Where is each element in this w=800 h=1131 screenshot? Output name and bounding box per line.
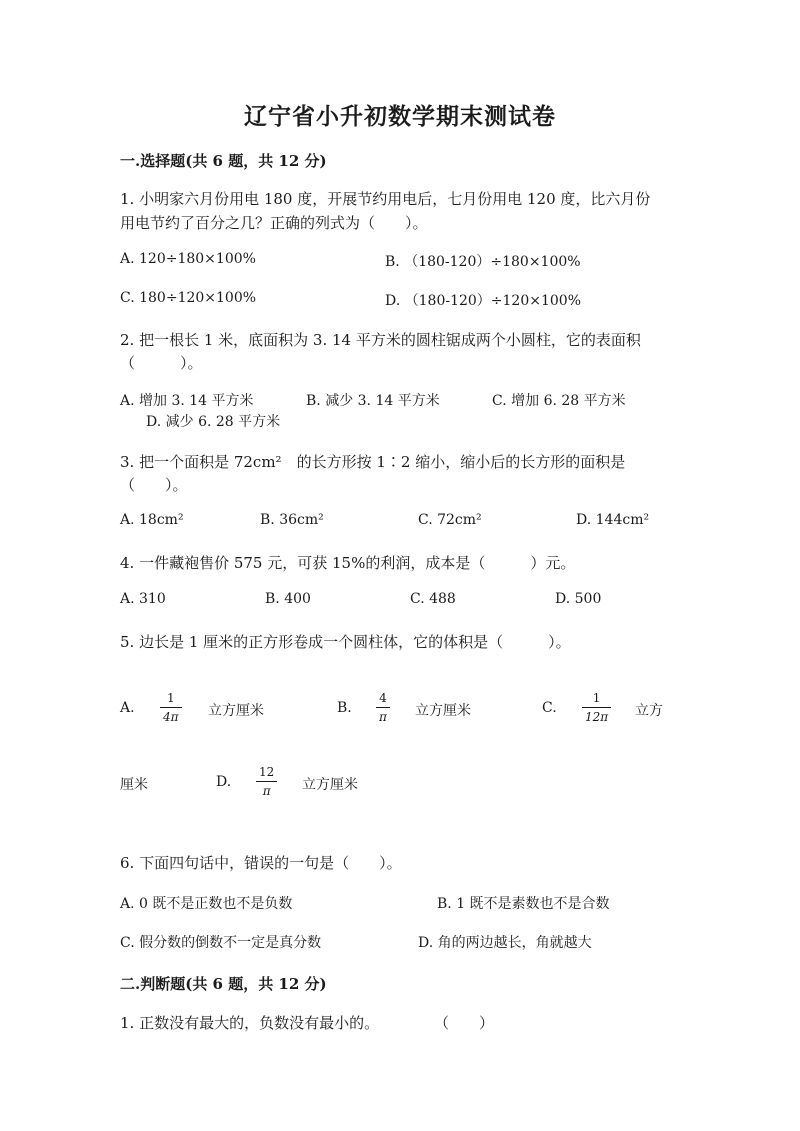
question-4-option-a: A. 310 <box>120 591 166 607</box>
question-5-line-1: 5. 边长是 1 厘米的正方形卷成一个圆柱体，它的体积是（ ）。 <box>120 633 571 651</box>
question-5-option-c-fraction <box>582 692 611 723</box>
fraction-denominator: 12π <box>585 710 609 724</box>
fraction-denominator: π <box>379 710 387 724</box>
question-5-option-b-unit: 立方厘米 <box>415 703 471 719</box>
question-3-option-b: B. 36cm² <box>260 512 324 528</box>
page-title: 辽宁省小升初数学期末测试卷 <box>244 103 556 130</box>
fraction-numerator: 1 <box>592 691 601 705</box>
question-4-option-c: C. 488 <box>410 591 456 607</box>
question-5-option-c-unit-continued: 厘米 <box>120 777 148 793</box>
question-3-line-2: （ ）。 <box>120 476 188 494</box>
question-5-option-c-label: C. <box>542 700 557 716</box>
section-1-heading: 一.选择题(共 6 题，共 12 分) <box>120 152 327 170</box>
question-3-option-c: C. 72cm² <box>418 512 482 528</box>
question-2-option-b: B. 减少 3. 14 平方米 <box>306 393 440 409</box>
question-5-option-b-fraction <box>376 692 390 723</box>
judgement-1-text: 1. 正数没有最大的，负数没有最小的。 <box>120 1014 380 1032</box>
question-6-option-b: B. 1 既不是素数也不是合数 <box>437 896 610 912</box>
question-6-line-1: 6. 下面四句话中，错误的一句是（ ）。 <box>120 854 402 872</box>
question-2-option-a: A. 增加 3. 14 平方米 <box>120 393 254 409</box>
question-1-option-d: D. （180-120）÷120×100% <box>385 293 582 309</box>
question-4-option-d: D. 500 <box>555 591 602 607</box>
question-6-option-c: C. 假分数的倒数不一定是真分数 <box>120 935 322 951</box>
question-6-option-d: D. 角的两边越长，角就越大 <box>418 935 592 951</box>
section-2-heading: 二.判断题(共 6 题，共 12 分) <box>120 975 327 993</box>
question-1-option-b: B. （180-120）÷180×100% <box>385 254 581 270</box>
fraction-denominator: 4π <box>163 710 179 724</box>
question-3-line-1: 3. 把一个面积是 72cm² 的长方形按 1∶2 缩小，缩小后的长方形的面积是 <box>120 453 626 471</box>
question-1-line-2: 用电节约了百分之几？正确的列式为（ ）。 <box>120 214 428 232</box>
question-1-option-c: C. 180÷120×100% <box>120 290 257 306</box>
question-5-option-a-label: A. <box>120 700 135 716</box>
fraction-numerator: 4 <box>379 691 387 705</box>
question-5-option-d-unit: 立方厘米 <box>302 777 358 793</box>
question-4-line-1: 4. 一件藏袍售价 575 元，可获 15%的利润，成本是（ ）元。 <box>120 554 576 572</box>
question-2-option-d: D. 减少 6. 28 平方米 <box>146 414 281 430</box>
question-1-line-1: 1. 小明家六月份用电 180 度，开展节约用电后，七月份用电 120 度，比六月份 <box>120 190 651 208</box>
fraction-numerator: 12 <box>259 765 275 779</box>
question-5-option-a-unit: 立方厘米 <box>208 703 264 719</box>
question-3-option-d: D. 144cm² <box>576 512 650 528</box>
fraction-numerator: 1 <box>166 691 175 705</box>
question-5-option-b-label: B. <box>337 700 352 716</box>
judgement-1-answer-blank[interactable]: （ ） <box>434 1014 495 1032</box>
fraction-denominator: π <box>262 784 271 798</box>
question-5-option-d-label: D. <box>216 774 232 790</box>
question-6-option-a: A. 0 既不是正数也不是负数 <box>120 896 293 912</box>
question-5-option-d-fraction <box>256 766 277 797</box>
question-2-line-2: （ ）。 <box>120 354 203 372</box>
question-2-option-c: C. 增加 6. 28 平方米 <box>492 393 626 409</box>
question-5-option-c-unit: 立方 <box>635 703 663 719</box>
question-2-line-1: 2. 把一根长 1 米，底面积为 3. 14 平方米的圆柱锯成两个小圆柱，它的表面积 <box>120 331 641 349</box>
question-1-option-a: A. 120÷180×100% <box>120 251 256 267</box>
question-5-option-a-fraction <box>160 692 182 723</box>
question-4-option-b: B. 400 <box>265 591 311 607</box>
question-3-option-a: A. 18cm² <box>120 512 184 528</box>
